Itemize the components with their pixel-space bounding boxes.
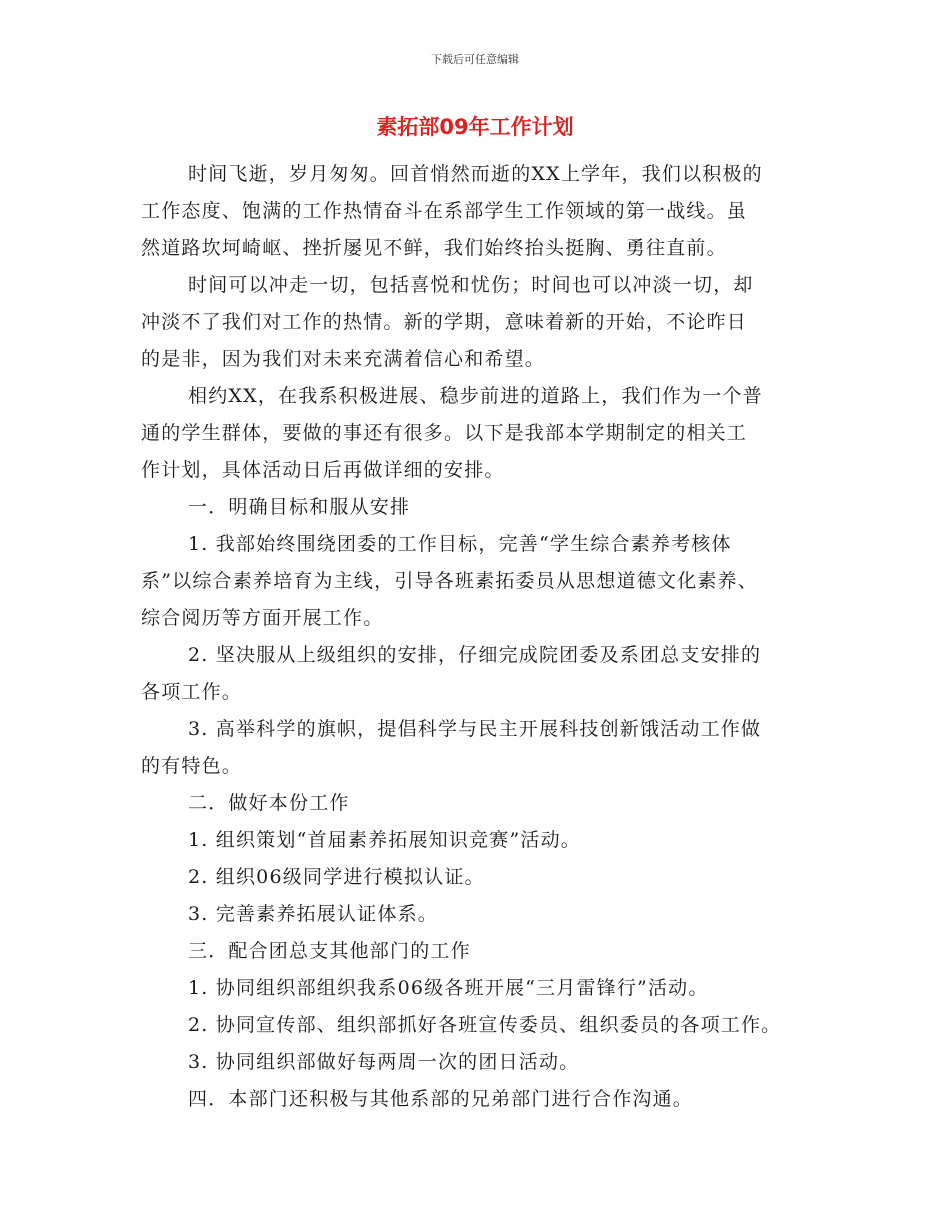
list-item-line: 2. 组织06级同学进行模拟认证。 <box>188 866 485 888</box>
list-item-line: 1. 我部始终围绕团委的工作目标，完善“学生综合素养考核体 <box>188 533 732 555</box>
section-heading: 一．明确目标和服从安排 <box>188 496 411 518</box>
list-item-line: 1. 协同组织部组织我系06级各班开展“三月雷锋行”活动。 <box>188 977 709 999</box>
list-item-line: 3. 高举科学的旗帜，提倡科学与民主开展科技创新饿活动工作做 <box>188 718 762 740</box>
document-title: 素拓部09年工作计划 <box>376 115 574 139</box>
list-item-line: 3. 完善素养拓展认证体系。 <box>188 903 438 925</box>
list-item-line: 1. 组织策划“首届素养拓展知识竞赛”活动。 <box>188 829 581 851</box>
paragraph-line: 的是非，因为我们对未来充满着信心和希望。 <box>141 348 546 370</box>
paragraph-line: 作计划，具体活动日后再做详细的安排。 <box>141 459 505 481</box>
page-header: 下载后可任意编辑 <box>431 53 519 66</box>
paragraph-line: 时间可以冲走一切，包括喜悦和忧伤；时间也可以冲淡一切，却 <box>188 274 754 296</box>
list-item-line: 各项工作。 <box>141 681 243 703</box>
paragraph-line: 时间飞逝，岁月匆匆。回首悄然而逝的XX上学年，我们以积极的 <box>188 163 763 185</box>
list-item-line: 2. 坚决服从上级组织的安排，仔细完成院团委及系团总支安排的 <box>188 644 762 666</box>
list-item-line: 3. 协同组织部做好每两周一次的团日活动。 <box>188 1051 580 1073</box>
paragraph-line: 通的学生群体，要做的事还有很多。以下是我部本学期制定的相关工 <box>141 422 748 444</box>
list-item-line: 2. 协同宣传部、组织部抓好各班宣传委员、组织委员的各项工作。 <box>188 1014 782 1036</box>
paragraph-line: 然道路坎坷崎岖、挫折屡见不鲜，我们始终抬头挺胸、勇往直前。 <box>141 237 727 259</box>
paragraph-line: 相约XX，在我系积极进展、稳步前进的道路上，我们作为一个普 <box>188 385 763 407</box>
paragraph-line: 工作态度、饱满的工作热情奋斗在系部学生工作领域的第一战线。虽 <box>141 200 748 222</box>
list-item-line: 的有特色。 <box>141 755 243 777</box>
paragraph-line: 冲淡不了我们对工作的热情。新的学期，意味着新的开始，不论昨日 <box>141 311 748 333</box>
section-heading: 四．本部门还积极与其他系部的兄弟部门进行合作沟通。 <box>188 1088 694 1110</box>
section-heading: 二．做好本份工作 <box>188 792 350 814</box>
list-item-line: 综合阅历等方面开展工作。 <box>141 607 384 629</box>
section-heading: 三．配合团总支其他部门的工作 <box>188 940 471 962</box>
list-item-line: 系”以综合素养培育为主线，引导各班素拓委员从思想道德文化素养、 <box>141 570 758 592</box>
